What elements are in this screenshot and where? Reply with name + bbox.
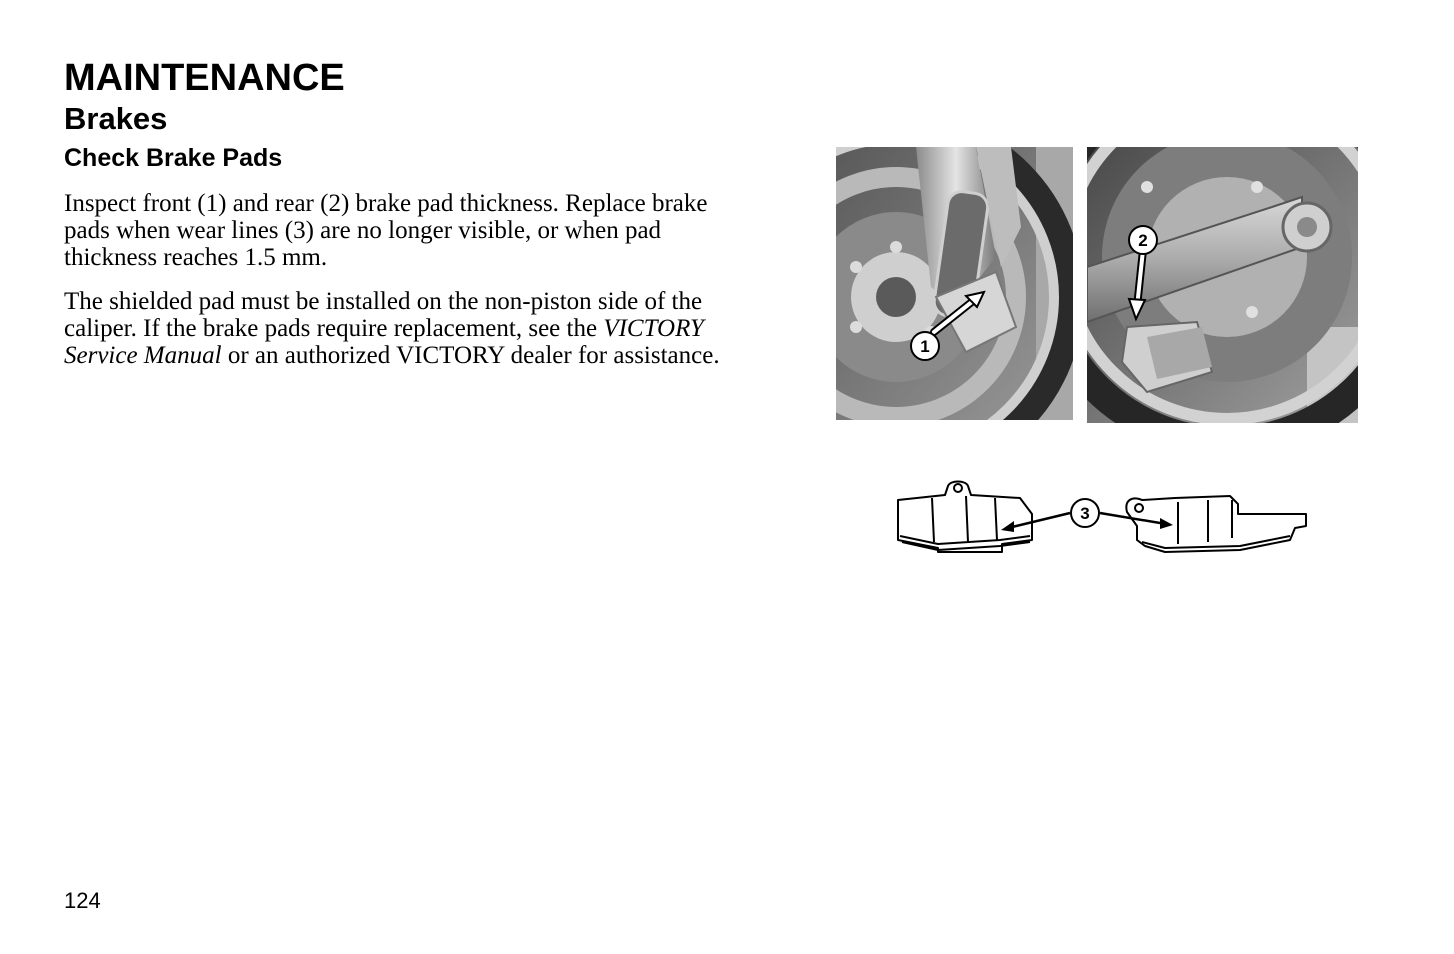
paragraph-text-end: or an authorized VICTORY dealer for assistance. [221, 342, 720, 369]
callout-1-label: 1 [920, 337, 930, 356]
section-title: MAINTENANCE [64, 57, 345, 99]
callout-3-label: 3 [1080, 504, 1090, 523]
page-number: 124 [64, 888, 101, 913]
service-manual-title: VICTORY Service Manual [64, 315, 704, 369]
front-brake-photo [836, 147, 1073, 420]
rear-brake-photo [1087, 147, 1358, 423]
topic-title: Check Brake Pads [64, 144, 283, 172]
paragraph-text-start: The shielded pad must be installed on the non-piston side of the caliper. If the brake pads require replacement, see the [64, 288, 703, 342]
brake-pads-diagram [890, 478, 1315, 563]
paragraph-inspect: Inspect front (1) and rear (2) brake pad thickness. Replace brake pads when wear lines (3) are no longer visible, or when pad thickness reaches 1.5 mm. [64, 190, 708, 271]
callout-2-label: 2 [1138, 231, 1148, 250]
subsection-title: Brakes [64, 101, 168, 136]
paragraph-shielded-pad [64, 288, 734, 369]
